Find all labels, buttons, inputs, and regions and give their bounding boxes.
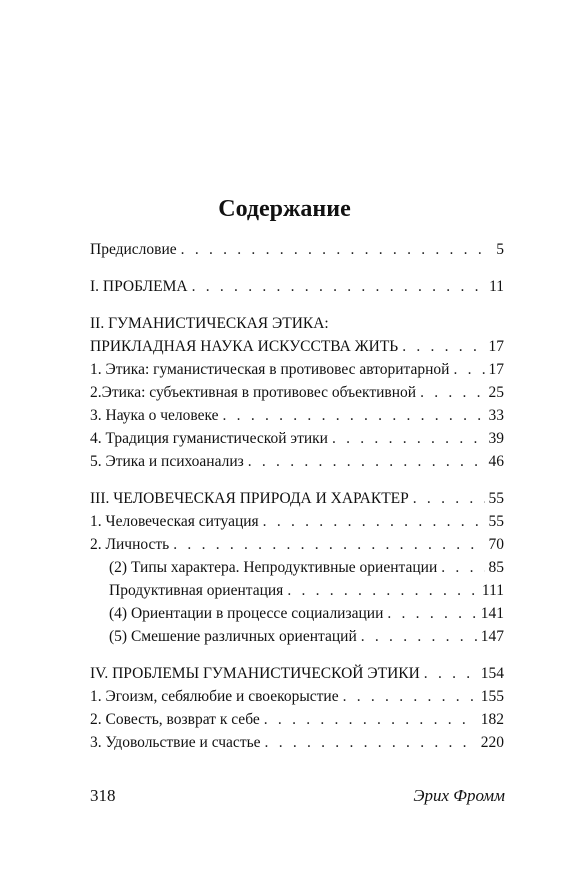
toc-entry-label: 3. Удовольствие и счастье (90, 734, 261, 751)
dot-leader (192, 275, 485, 298)
section-gap (90, 261, 504, 275)
toc-entry-label: IV. ПРОБЛЕМЫ ГУМАНИСТИЧЕСКОЙ ЭТИКИ (90, 665, 420, 682)
dot-leader (264, 708, 477, 731)
toc-entry[interactable] (90, 708, 504, 731)
toc-entry-page: 17 (488, 361, 504, 378)
toc-entry-page: 111 (481, 582, 504, 599)
toc-section-header: II. ГУМАНИСТИЧЕСКАЯ ЭТИКА: (90, 315, 329, 332)
toc-entry[interactable] (90, 238, 504, 261)
toc-entry-page: 147 (480, 628, 504, 645)
toc-entry[interactable] (90, 662, 504, 685)
toc-entry[interactable] (90, 358, 504, 381)
dot-leader (343, 685, 477, 708)
toc-entry[interactable] (90, 685, 504, 708)
toc-entry-label: 1. Этика: гуманистическая в противовес авторитарной (90, 361, 450, 378)
toc-entry[interactable] (90, 404, 504, 427)
section-gap (90, 473, 504, 487)
toc-entry-label: I. ПРОБЛЕМА (90, 278, 188, 295)
dot-leader (265, 731, 477, 754)
dot-leader (387, 602, 476, 625)
dot-leader (173, 533, 484, 556)
section-gap (90, 648, 504, 662)
toc-entry[interactable] (90, 427, 504, 450)
dot-leader (402, 335, 484, 358)
dot-leader (181, 238, 493, 261)
toc-entry-label: 2.Этика: субъективная в противовес объективной (90, 384, 417, 401)
toc-entry-page: 155 (480, 688, 504, 705)
toc-entry-label: 3. Наука о человеке (90, 407, 219, 424)
toc-entry[interactable] (90, 625, 504, 648)
toc-entry-label: (4) Ориентации в процессе социализации (109, 605, 384, 622)
toc-entry[interactable] (90, 381, 504, 404)
toc-entry[interactable] (90, 579, 504, 602)
toc-entry-page: 17 (488, 338, 504, 355)
toc-entry-label: 1. Человеческая ситуация (90, 513, 259, 530)
dot-leader (263, 510, 485, 533)
toc-entry-page: 154 (480, 665, 504, 682)
toc-entry-label: 5. Этика и психоанализ (90, 453, 244, 470)
toc-entry-label: (2) Типы характера. Непродуктивные ориентации (109, 559, 438, 576)
toc-entry-page: 46 (488, 453, 504, 470)
toc-entry[interactable] (90, 533, 504, 556)
table-of-contents (90, 238, 504, 754)
toc-entry-label: (5) Смешение различных ориентаций (109, 628, 357, 645)
toc-entry-label: Предисловие (90, 241, 177, 258)
dot-leader (332, 427, 485, 450)
dot-leader (413, 487, 485, 510)
toc-entry[interactable] (90, 335, 504, 358)
toc-entry-page: 220 (480, 734, 504, 751)
dot-leader (424, 662, 477, 685)
toc-entry-label: III. ЧЕЛОВЕЧЕСКАЯ ПРИРОДА И ХАРАКТЕР (90, 490, 409, 507)
toc-entry[interactable] (90, 510, 504, 533)
toc-entry-page: 182 (480, 711, 504, 728)
toc-entry-label: ПРИКЛАДНАЯ НАУКА ИСКУССТВА ЖИТЬ (90, 338, 399, 355)
running-author: Эрих Фромм (413, 786, 505, 805)
toc-entry-page: 39 (488, 430, 504, 447)
toc-entry-label: Продуктивная ориентация (109, 582, 284, 599)
dot-leader (361, 625, 477, 648)
dot-leader (453, 358, 484, 381)
toc-entry[interactable] (90, 556, 504, 579)
toc-entry[interactable] (90, 450, 504, 473)
toc-entry-label: 1. Эгоизм, себялюбие и своекорыстие (90, 688, 339, 705)
toc-entry-page: 11 (489, 278, 504, 295)
page-number: 318 (90, 786, 116, 805)
toc-entry-page: 85 (488, 559, 504, 576)
toc-entry-page: 55 (488, 513, 504, 530)
toc-entry-label: 4. Традиция гуманистической этики (90, 430, 328, 447)
toc-entry-page: 5 (496, 241, 504, 258)
dot-leader (441, 556, 484, 579)
toc-entry-page: 25 (488, 384, 504, 401)
page-title: Содержание (218, 196, 351, 222)
toc-entry[interactable] (90, 731, 504, 754)
toc-entry-label: 2. Совесть, возврат к себе (90, 711, 260, 728)
toc-entry-page: 141 (480, 605, 504, 622)
toc-entry-page: 55 (488, 490, 504, 507)
dot-leader (248, 450, 485, 473)
dot-leader (420, 381, 484, 404)
toc-entry[interactable] (90, 275, 504, 298)
toc-entry-page: 33 (488, 407, 504, 424)
dot-leader (223, 404, 485, 427)
toc-entry[interactable] (90, 487, 504, 510)
toc-entry[interactable] (90, 602, 504, 625)
dot-leader (287, 579, 478, 602)
toc-entry-page: 70 (488, 536, 504, 553)
toc-entry-label: 2. Личность (90, 536, 170, 553)
section-gap (90, 298, 504, 312)
